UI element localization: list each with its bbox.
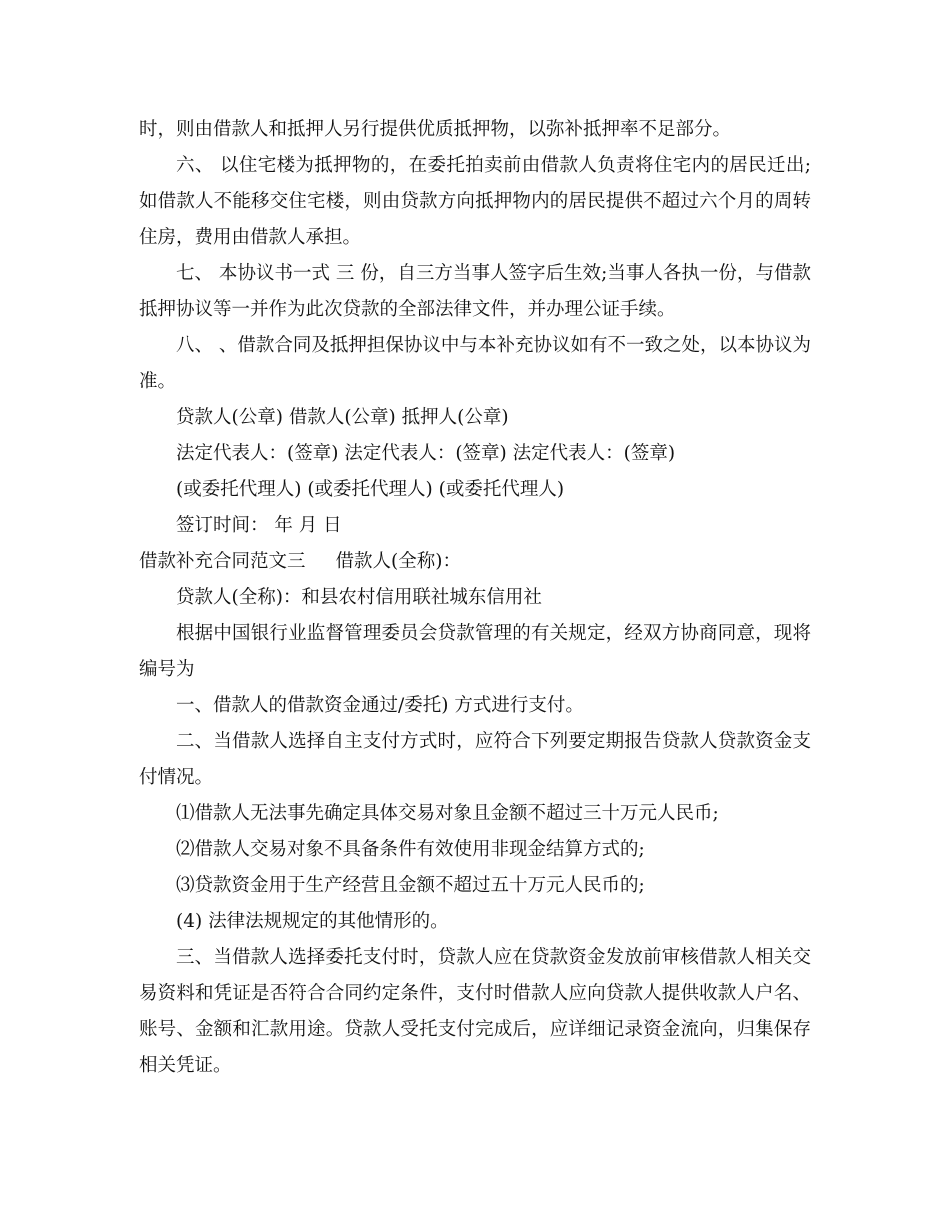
signing-date-line: 签订时间： 年 月 日 <box>176 515 342 536</box>
list-item-2: ⑵借款人交易对象不具备条件有效使用非现金结算方式的; <box>176 839 645 860</box>
paragraph-item-2: 二、当借款人选择自主支付方式时，应符合下列要定期报告贷款人贷款资金支付情况。 <box>139 731 811 788</box>
paragraph-clause-6: 六、 以住宅楼为抵押物的，在委托拍卖前由借款人负责将住宅内的居民迁出;如借款人不能移交住宅楼，则由贷款方向抵押物内的居民提供不超过六个月的周转住房，费用由借款人承担。 <box>139 155 811 248</box>
list-item-3: ⑶贷款资金用于生产经营且金额不超过五十万元人民币的; <box>176 875 645 896</box>
paragraph-preamble: 根据中国银行业监督管理委员会贷款管理的有关规定，经双方协商同意，现将编号为 <box>139 623 811 680</box>
lender-full-name-line: 贷款人(全称)：和县农村信用联社城东信用社 <box>176 587 542 608</box>
list-item-1: ⑴借款人无法事先确定具体交易对象且金额不超过三十万元人民币; <box>176 803 719 824</box>
list-item-4: (4) 法律法规规定的其他情形的。 <box>176 911 449 932</box>
paragraph-item-1: 一、借款人的借款资金通过/委托) 方式进行支付。 <box>176 695 584 716</box>
signature-agents-line: (或委托代理人) (或委托代理人) (或委托代理人) <box>176 479 565 500</box>
document-page <box>139 112 811 1084</box>
contract-title: 借款补充合同范文三 <box>139 551 306 572</box>
signature-representatives-line: 法定代表人：(签章) 法定代表人：(签章) 法定代表人：(签章) <box>176 443 676 464</box>
borrower-full-name-label: 借款人(全称)： <box>335 551 461 572</box>
paragraph-clause-8: 八、 、借款合同及抵押担保协议中与本补充协议如有不一致之处，以本协议为准。 <box>139 335 811 392</box>
contract-heading-line <box>139 544 811 580</box>
paragraph-clause-7: 七、 本协议书一式 三 份，自三方当事人签字后生效;当事人各执一份，与借款抵押协议等一并作为此次贷款的全部法律文件，并办理公证手续。 <box>139 263 811 320</box>
paragraph-continuation: 时，则由借款人和抵押人另行提供优质抵押物，以弥补抵押率不足部分。 <box>139 119 732 140</box>
paragraph-item-3: 三、当借款人选择委托支付时，贷款人应在贷款资金发放前审核借款人相关交易资料和凭证是否符合合同约定条件，支付时借款人应向贷款人提供收款人户名、账号、金额和汇款用途。贷款人受托支付完成后，应详细记录资金流向，归集保存相关凭证。 <box>139 947 811 1076</box>
signature-parties-line: 贷款人(公章) 借款人(公章) 抵押人(公章) <box>176 407 509 428</box>
